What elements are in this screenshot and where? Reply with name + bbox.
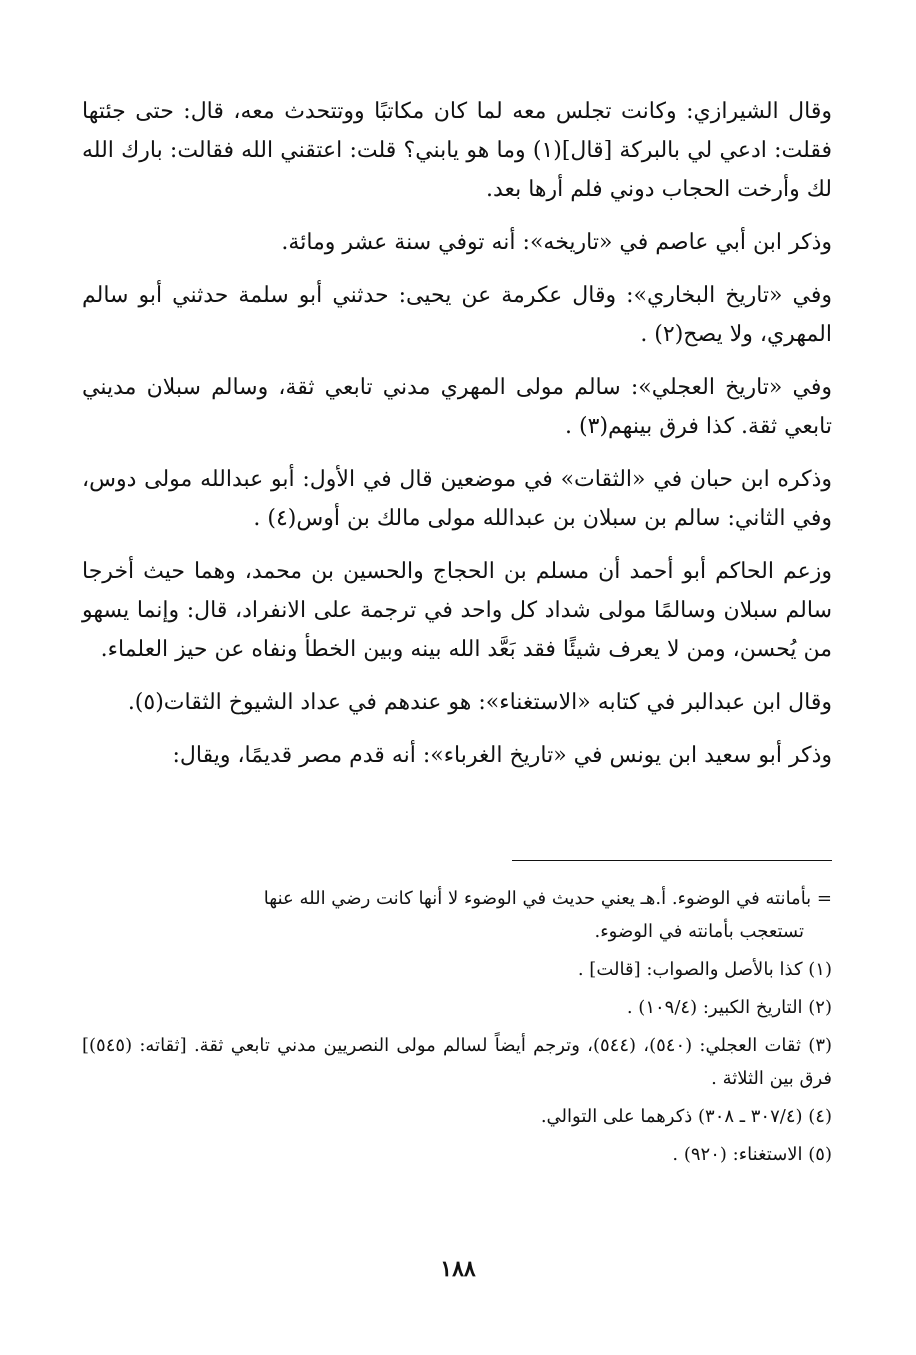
footnote-continuation-line-1: = بأمانته في الوضوء. أ.هـ يعني حديث في الوضوء لا أنها كانت رضي الله عنها: [263, 888, 832, 909]
paragraph-3: وفي «تاريخ البخاري»: وقال عكرمة عن يحيى: حدثني أبو سلمة حدثني أبو سالم المهري، ولا يصح(٢) .: [82, 283, 832, 347]
main-text: [82, 92, 832, 789]
footnote-2: (٢) التاريخ الكبير: (١٠٩/٤) .: [626, 997, 832, 1018]
footnote-4: (٤) (٣٠٧/٤ ـ ٣٠٨) ذكرهما على التوالي.: [540, 1106, 832, 1127]
paragraph-6: وزعم الحاكم أبو أحمد أن مسلم بن الحجاج والحسين بن محمد، وهما حيث أخرجا سالم سبلان وسالمًا مولى شداد كل واحد في ترجمة على الانفراد، قال: وإنما يسهو من يُحسن، ومن لا يعرف شيئًا فقد بَعَّد الله بينه وبين الخطأ ونفاه عن حيز العلماء.: [82, 559, 832, 662]
paragraph-5: وذكره ابن حبان في «الثقات» في موضعين قال في الأول: أبو عبدالله مولى دوس، وفي الثاني: سالم بن سبلان بن عبدالله مولى مالك بن أوس(٤) .: [82, 467, 832, 531]
paragraph-2: وذكر ابن أبي عاصم في «تاريخه»: أنه توفي سنة عشر ومائة.: [281, 230, 832, 255]
paragraph-7: وقال ابن عبدالبر في كتابه «الاستغناء»: هو عندهم في عداد الشيوخ الثقات(٥).: [127, 690, 832, 715]
footnote-continuation: [82, 882, 832, 948]
paragraph-4: وفي «تاريخ العجلي»: سالم مولى المهري مدني تابعي ثقة، وسالم سبلان مديني تابعي ثقة. كذا فرق بينهم(٣) .: [82, 375, 832, 439]
footnotes: [82, 882, 832, 1176]
footnote-continuation-line-2: تستعجب بأمانته في الوضوء.: [594, 921, 804, 942]
footnote-3: (٣) ثقات العجلي: (٥٤٠)، (٥٤٤)، وترجم أيضاً لسالم مولى النصريين مدني تابعي ثقة. [ثقاته: (٥٤٥)] فرق بين الثلاثة .: [82, 1035, 833, 1089]
paragraph-8: وذكر أبو سعيد ابن يونس في «تاريخ الغرباء»: أنه قدم مصر قديمًا، ويقال:: [172, 743, 832, 768]
footnote-divider: [512, 860, 832, 861]
footnote-5: (٥) الاستغناء: (٩٢٠) .: [672, 1144, 832, 1165]
page-number: ١٨٨: [440, 1256, 476, 1282]
footnote-1: (١) كذا بالأصل والصواب: [قالت] .: [577, 959, 832, 980]
paragraph-1: وقال الشيرازي: وكانت تجلس معه لما كان مكاتبًا ووتتحدث معه، قال: حتى جئتها فقلت: ادعي لي بالبركة [قال](١) وما هو يابني؟ قلت: اعتقني الله فقالت: بارك الله لك وأرخت الحجاب دوني فلم أرها بعد.: [82, 99, 833, 202]
